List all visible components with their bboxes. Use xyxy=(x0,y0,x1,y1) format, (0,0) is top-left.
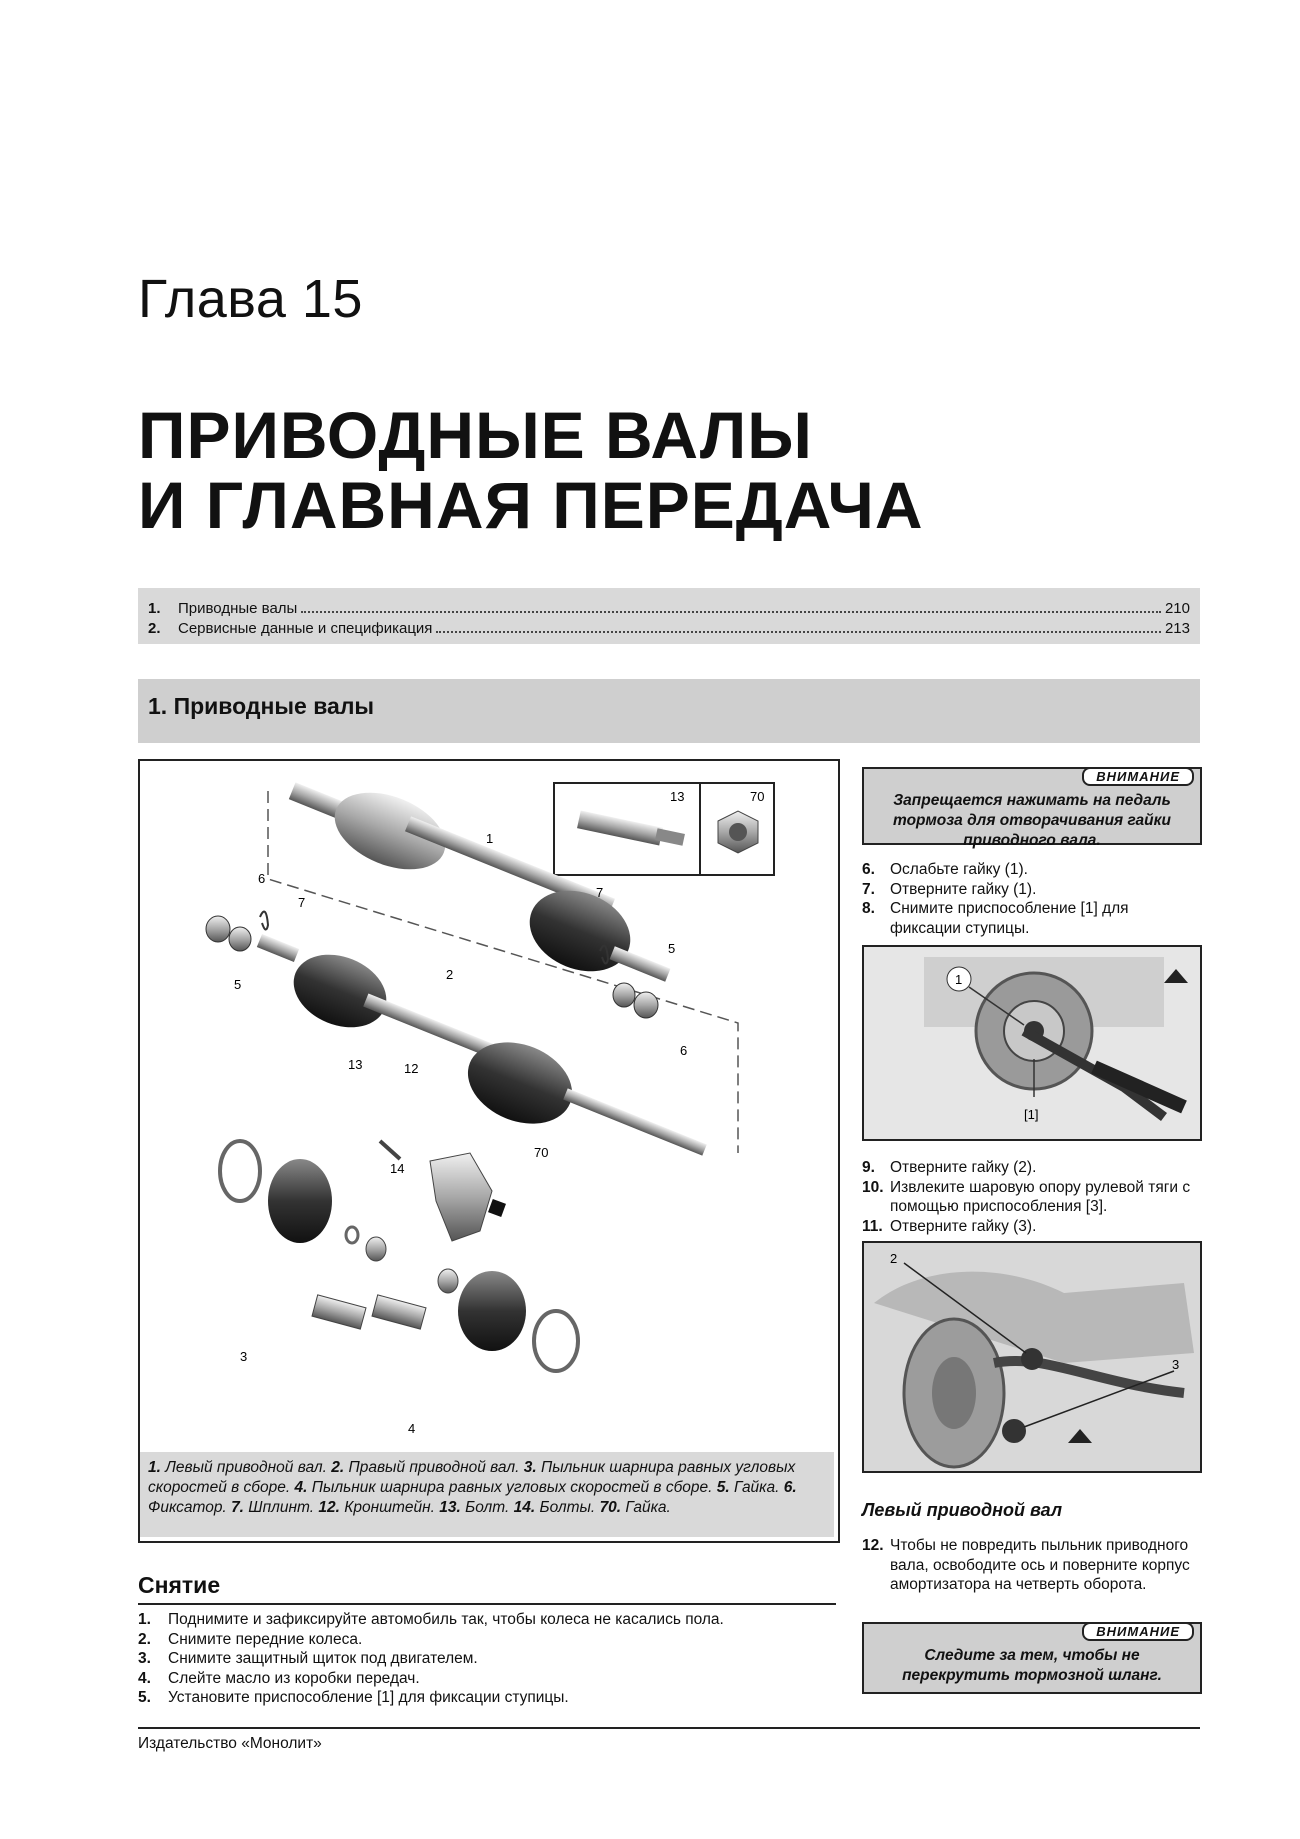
ball-joint-photo xyxy=(862,1241,1202,1473)
step-number: 1. xyxy=(138,1611,151,1628)
caption-text: Левый приводной вал. xyxy=(160,1459,332,1476)
figure-caption xyxy=(140,1452,834,1537)
step-number: 7. xyxy=(862,880,875,898)
steps-9-11 xyxy=(862,1158,1202,1236)
publisher-footer: Издательство «Монолит» xyxy=(138,1735,322,1752)
caption-number: 7. xyxy=(231,1499,244,1516)
callout-7-right: 7 xyxy=(596,885,604,900)
drive-shaft-exploded-figure xyxy=(138,759,840,1543)
step-number: 2. xyxy=(138,1630,151,1648)
callout-1: 1 xyxy=(486,831,494,846)
caption-number: 4. xyxy=(294,1479,308,1496)
caption-number: 13. xyxy=(439,1499,461,1516)
drive-shaft-diagram xyxy=(140,761,838,1453)
step-item xyxy=(862,1178,1202,1217)
step-text: Ослабьте гайку (1). xyxy=(890,861,1028,878)
toc-number: 2. xyxy=(148,620,161,637)
caption-number: 70. xyxy=(599,1499,622,1516)
tool-inset xyxy=(554,783,774,875)
caption-number: 12. xyxy=(318,1499,340,1516)
photo-callout-1: 1 xyxy=(955,972,963,987)
step-item xyxy=(138,1649,838,1669)
toc-leader xyxy=(436,619,1161,633)
chapter-title xyxy=(138,400,923,540)
hub-tool-photo xyxy=(862,945,1202,1141)
toc-number: 1. xyxy=(148,600,161,617)
caption-text: Кронштейн. xyxy=(339,1499,440,1516)
caption-number: 6. xyxy=(783,1479,797,1496)
step-number: 11. xyxy=(862,1217,883,1235)
warning-text: Следите за тем, чтобы не перекрутить тормозной шланг. xyxy=(902,1647,1162,1684)
step-text: Отверните гайку (2). xyxy=(890,1159,1037,1176)
toc-page: 213 xyxy=(1164,620,1190,637)
callout-4: 4 xyxy=(408,1421,416,1436)
caption-text: Болты. xyxy=(535,1499,600,1516)
caption-number: 3. xyxy=(523,1459,537,1476)
warning-box-brake-hose xyxy=(862,1622,1202,1694)
callout-6-left: 6 xyxy=(258,871,266,886)
toc-page: 210 xyxy=(1164,600,1190,617)
caption-number: 1. xyxy=(148,1459,161,1476)
callout-70: 70 xyxy=(534,1145,549,1160)
step-item xyxy=(138,1688,838,1708)
step-item xyxy=(138,1630,838,1650)
step-number: 12. xyxy=(862,1537,884,1554)
callout-12: 12 xyxy=(404,1061,419,1076)
step-text: Отверните гайку (1). xyxy=(890,880,1037,898)
bracket xyxy=(380,1141,506,1241)
caption-text: Шплинт. xyxy=(244,1499,319,1516)
photo-callout-tool-1: [1] xyxy=(1024,1107,1039,1122)
step-text: Извлеките шаровую опору рулевой тяги с помощью приспособления [3]. xyxy=(890,1178,1191,1215)
callout-5-left: 5 xyxy=(234,977,242,992)
warning-text: Запрещается нажимать на педаль тормоза для отворачивания гайки приводного вала. xyxy=(893,792,1171,849)
photo-callout-3: 3 xyxy=(1172,1357,1180,1372)
caption-text: Гайка. xyxy=(729,1479,784,1496)
callout-5-right: 5 xyxy=(668,941,676,956)
step-number: 6. xyxy=(862,861,875,878)
step-item xyxy=(862,899,1202,938)
step-text: Снимите приспособление [1] для фиксации ступицы. xyxy=(890,900,1129,937)
callout-70-inset: 70 xyxy=(750,789,765,804)
warning-tag: ВНИМАНИЕ xyxy=(1082,767,1194,786)
step-item xyxy=(862,1217,1202,1237)
step-number: 5. xyxy=(138,1689,151,1706)
steps-6-8 xyxy=(862,860,1202,938)
footer-rule xyxy=(138,1727,1200,1729)
caption-text: Пыльник шарнира равных угловых скоростей в сборе. xyxy=(307,1479,717,1496)
step-item xyxy=(862,860,1202,880)
callout-14-inset: 13 xyxy=(670,789,685,804)
photo-callout-2: 2 xyxy=(890,1251,898,1266)
caption-text: Пыльник шарнира равных угловых скоростей в сборе. xyxy=(148,1459,796,1496)
step-text: Снимите защитный щиток под двигателем. xyxy=(168,1650,478,1667)
toc-label: Сервисные данные и спецификация xyxy=(178,620,433,637)
step-text: Чтобы не повредить пыльник приводного вала, освободите ось и поверните корпус амортизатора на четверть оборота. xyxy=(890,1537,1190,1593)
ball-joint-illustration xyxy=(864,1243,1200,1471)
warning-box-brake-pedal xyxy=(862,767,1202,849)
hub-tool-illustration xyxy=(864,947,1200,1139)
toc-row[interactable] xyxy=(148,599,1190,619)
step-number: 9. xyxy=(862,1159,875,1176)
callout-3: 3 xyxy=(240,1349,248,1364)
left-shaft-heading: Левый приводной вал xyxy=(862,1500,1063,1520)
caption-text: Болт. xyxy=(460,1499,514,1516)
step-number: 10. xyxy=(862,1178,884,1196)
step-text: Установите приспособление [1] для фиксации ступицы. xyxy=(168,1689,569,1706)
removal-heading: Снятие xyxy=(138,1572,221,1598)
section-heading: 1. Приводные валы xyxy=(148,693,375,719)
step-item xyxy=(138,1669,838,1689)
chapter-number: Глава 15 xyxy=(138,269,363,329)
step-number: 8. xyxy=(862,900,875,917)
step-item xyxy=(862,880,1202,900)
step-item xyxy=(862,1158,1202,1178)
removal-steps xyxy=(138,1610,838,1708)
step-text: Слейте масло из коробки передач. xyxy=(168,1669,420,1687)
warning-tag: ВНИМАНИЕ xyxy=(1082,1622,1194,1641)
step-text: Снимите передние колеса. xyxy=(168,1630,363,1648)
step-item xyxy=(862,1536,1202,1595)
step-text: Поднимите и зафиксируйте автомобиль так, чтобы колеса не касались пола. xyxy=(168,1611,724,1628)
heading-rule xyxy=(138,1603,836,1605)
title-line-1: ПРИВОДНЫЕ ВАЛЫ xyxy=(138,398,813,472)
callout-7-left: 7 xyxy=(298,895,306,910)
toc-label: Приводные валы xyxy=(178,600,298,617)
step-number: 4. xyxy=(138,1669,151,1687)
caption-text: Правый приводной вал. xyxy=(344,1459,524,1476)
toc-row[interactable] xyxy=(148,619,1190,639)
caption-text: Фиксатор. xyxy=(148,1499,232,1516)
toc-leader xyxy=(301,599,1161,613)
caption-number: 14. xyxy=(513,1499,536,1516)
callout-6-right: 6 xyxy=(680,1043,688,1058)
table-of-contents xyxy=(138,588,1200,644)
callout-13: 13 xyxy=(348,1057,363,1072)
step-12 xyxy=(862,1536,1202,1595)
title-line-2: И ГЛАВНАЯ ПЕРЕДАЧА xyxy=(138,468,924,542)
step-item xyxy=(138,1610,838,1630)
caption-text: Гайка. xyxy=(621,1499,671,1516)
step-number: 3. xyxy=(138,1650,151,1667)
step-text: Отверните гайку (3). xyxy=(890,1217,1037,1235)
caption-number: 2. xyxy=(331,1459,345,1476)
section-heading-bar xyxy=(138,679,1200,743)
caption-number: 5. xyxy=(716,1479,730,1496)
callout-14: 14 xyxy=(390,1161,405,1176)
callout-2: 2 xyxy=(446,967,454,982)
